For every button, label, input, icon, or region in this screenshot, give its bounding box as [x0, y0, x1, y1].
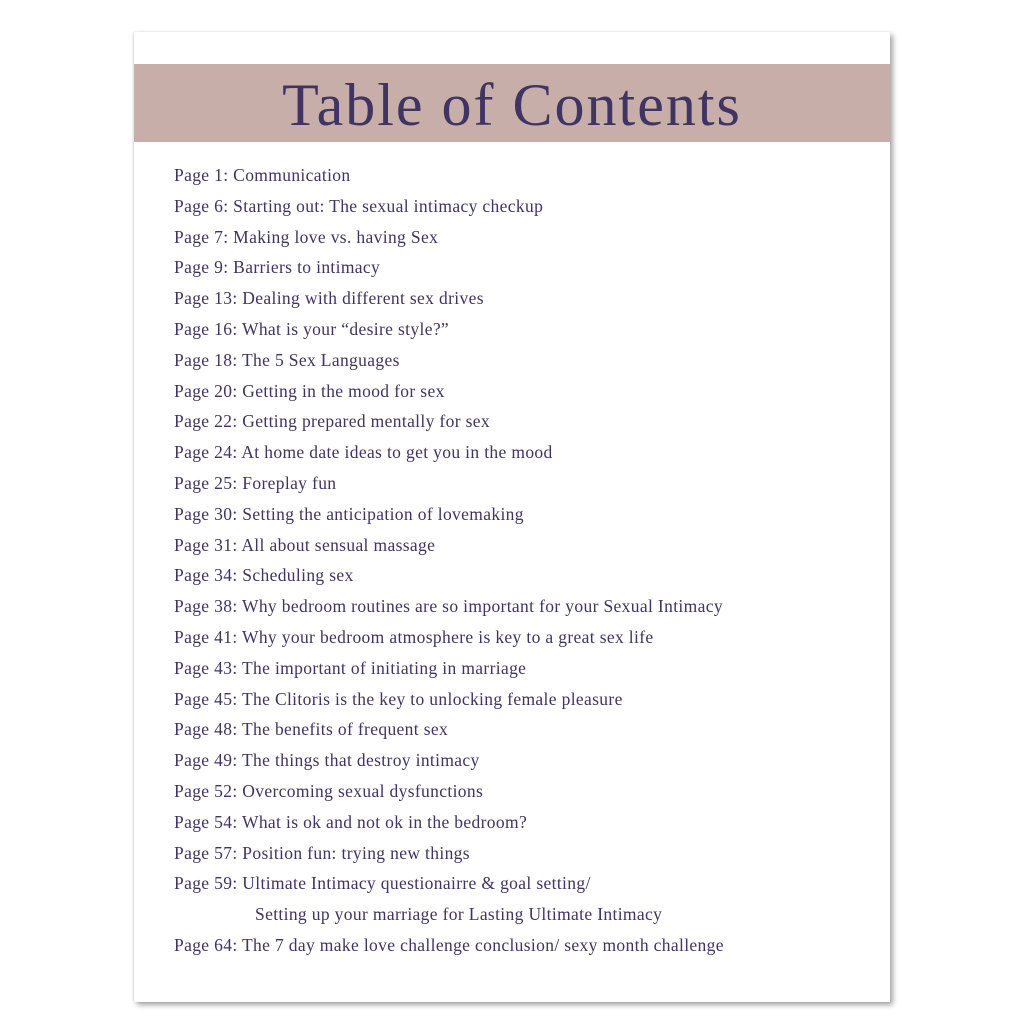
- toc-entry: Page 30: Setting the anticipation of lovemaking: [174, 503, 524, 524]
- page-title: Table of Contents: [282, 72, 742, 138]
- toc-entry: Page 7: Making love vs. having Sex: [174, 226, 439, 247]
- document-page: [134, 32, 890, 1002]
- toc-entry: Page 31: All about sensual massage: [174, 534, 436, 555]
- toc-entry: Page 57: Position fun: trying new things: [174, 842, 470, 863]
- toc-entry: Page 20: Getting in the mood for sex: [174, 380, 445, 401]
- toc-entry: Page 64: The 7 day make love challenge conclusion/ sexy month challenge: [174, 934, 724, 955]
- toc-entry: Page 59: Ultimate Intimacy questionairre & goal setting/: [174, 873, 591, 894]
- toc-entry: Page 9: Barriers to intimacy: [174, 257, 381, 278]
- title-banner: [134, 64, 890, 142]
- toc-entry: Page 38: Why bedroom routines are so important for your Sexual Intimacy: [174, 596, 723, 617]
- table-of-contents-list: [174, 160, 874, 961]
- toc-entry: Page 1: Communication: [174, 165, 351, 185]
- toc-entry: Page 18: The 5 Sex Languages: [174, 349, 400, 370]
- toc-entry: Page 34: Scheduling sex: [174, 565, 354, 586]
- toc-entry: Page 6: Starting out: The sexual intimacy checkup: [174, 195, 544, 216]
- toc-entry: Page 54: What is ok and not ok in the bedroom?: [174, 811, 528, 832]
- toc-entry: Page 13: Dealing with different sex drives: [174, 288, 484, 309]
- toc-entry-continuation: Setting up your marriage for Lasting Ultimate Intimacy: [255, 904, 663, 925]
- toc-entry: Page 49: The things that destroy intimacy: [174, 750, 480, 771]
- toc-entry: Page 43: The important of initiating in marriage: [174, 657, 527, 678]
- toc-entry: Page 45: The Clitoris is the key to unlocking female pleasure: [174, 688, 623, 709]
- toc-entry: Page 22: Getting prepared mentally for sex: [174, 411, 490, 432]
- toc-entry: Page 16: What is your “desire style?”: [174, 318, 450, 339]
- toc-entry: Page 48: The benefits of frequent sex: [174, 719, 449, 740]
- toc-entry: Page 25: Foreplay fun: [174, 472, 337, 493]
- toc-entry: Page 24: At home date ideas to get you in the mood: [174, 442, 553, 463]
- toc-entry: Page 52: Overcoming sexual dysfunctions: [174, 780, 484, 801]
- toc-entry: Page 41: Why your bedroom atmosphere is key to a great sex life: [174, 626, 654, 647]
